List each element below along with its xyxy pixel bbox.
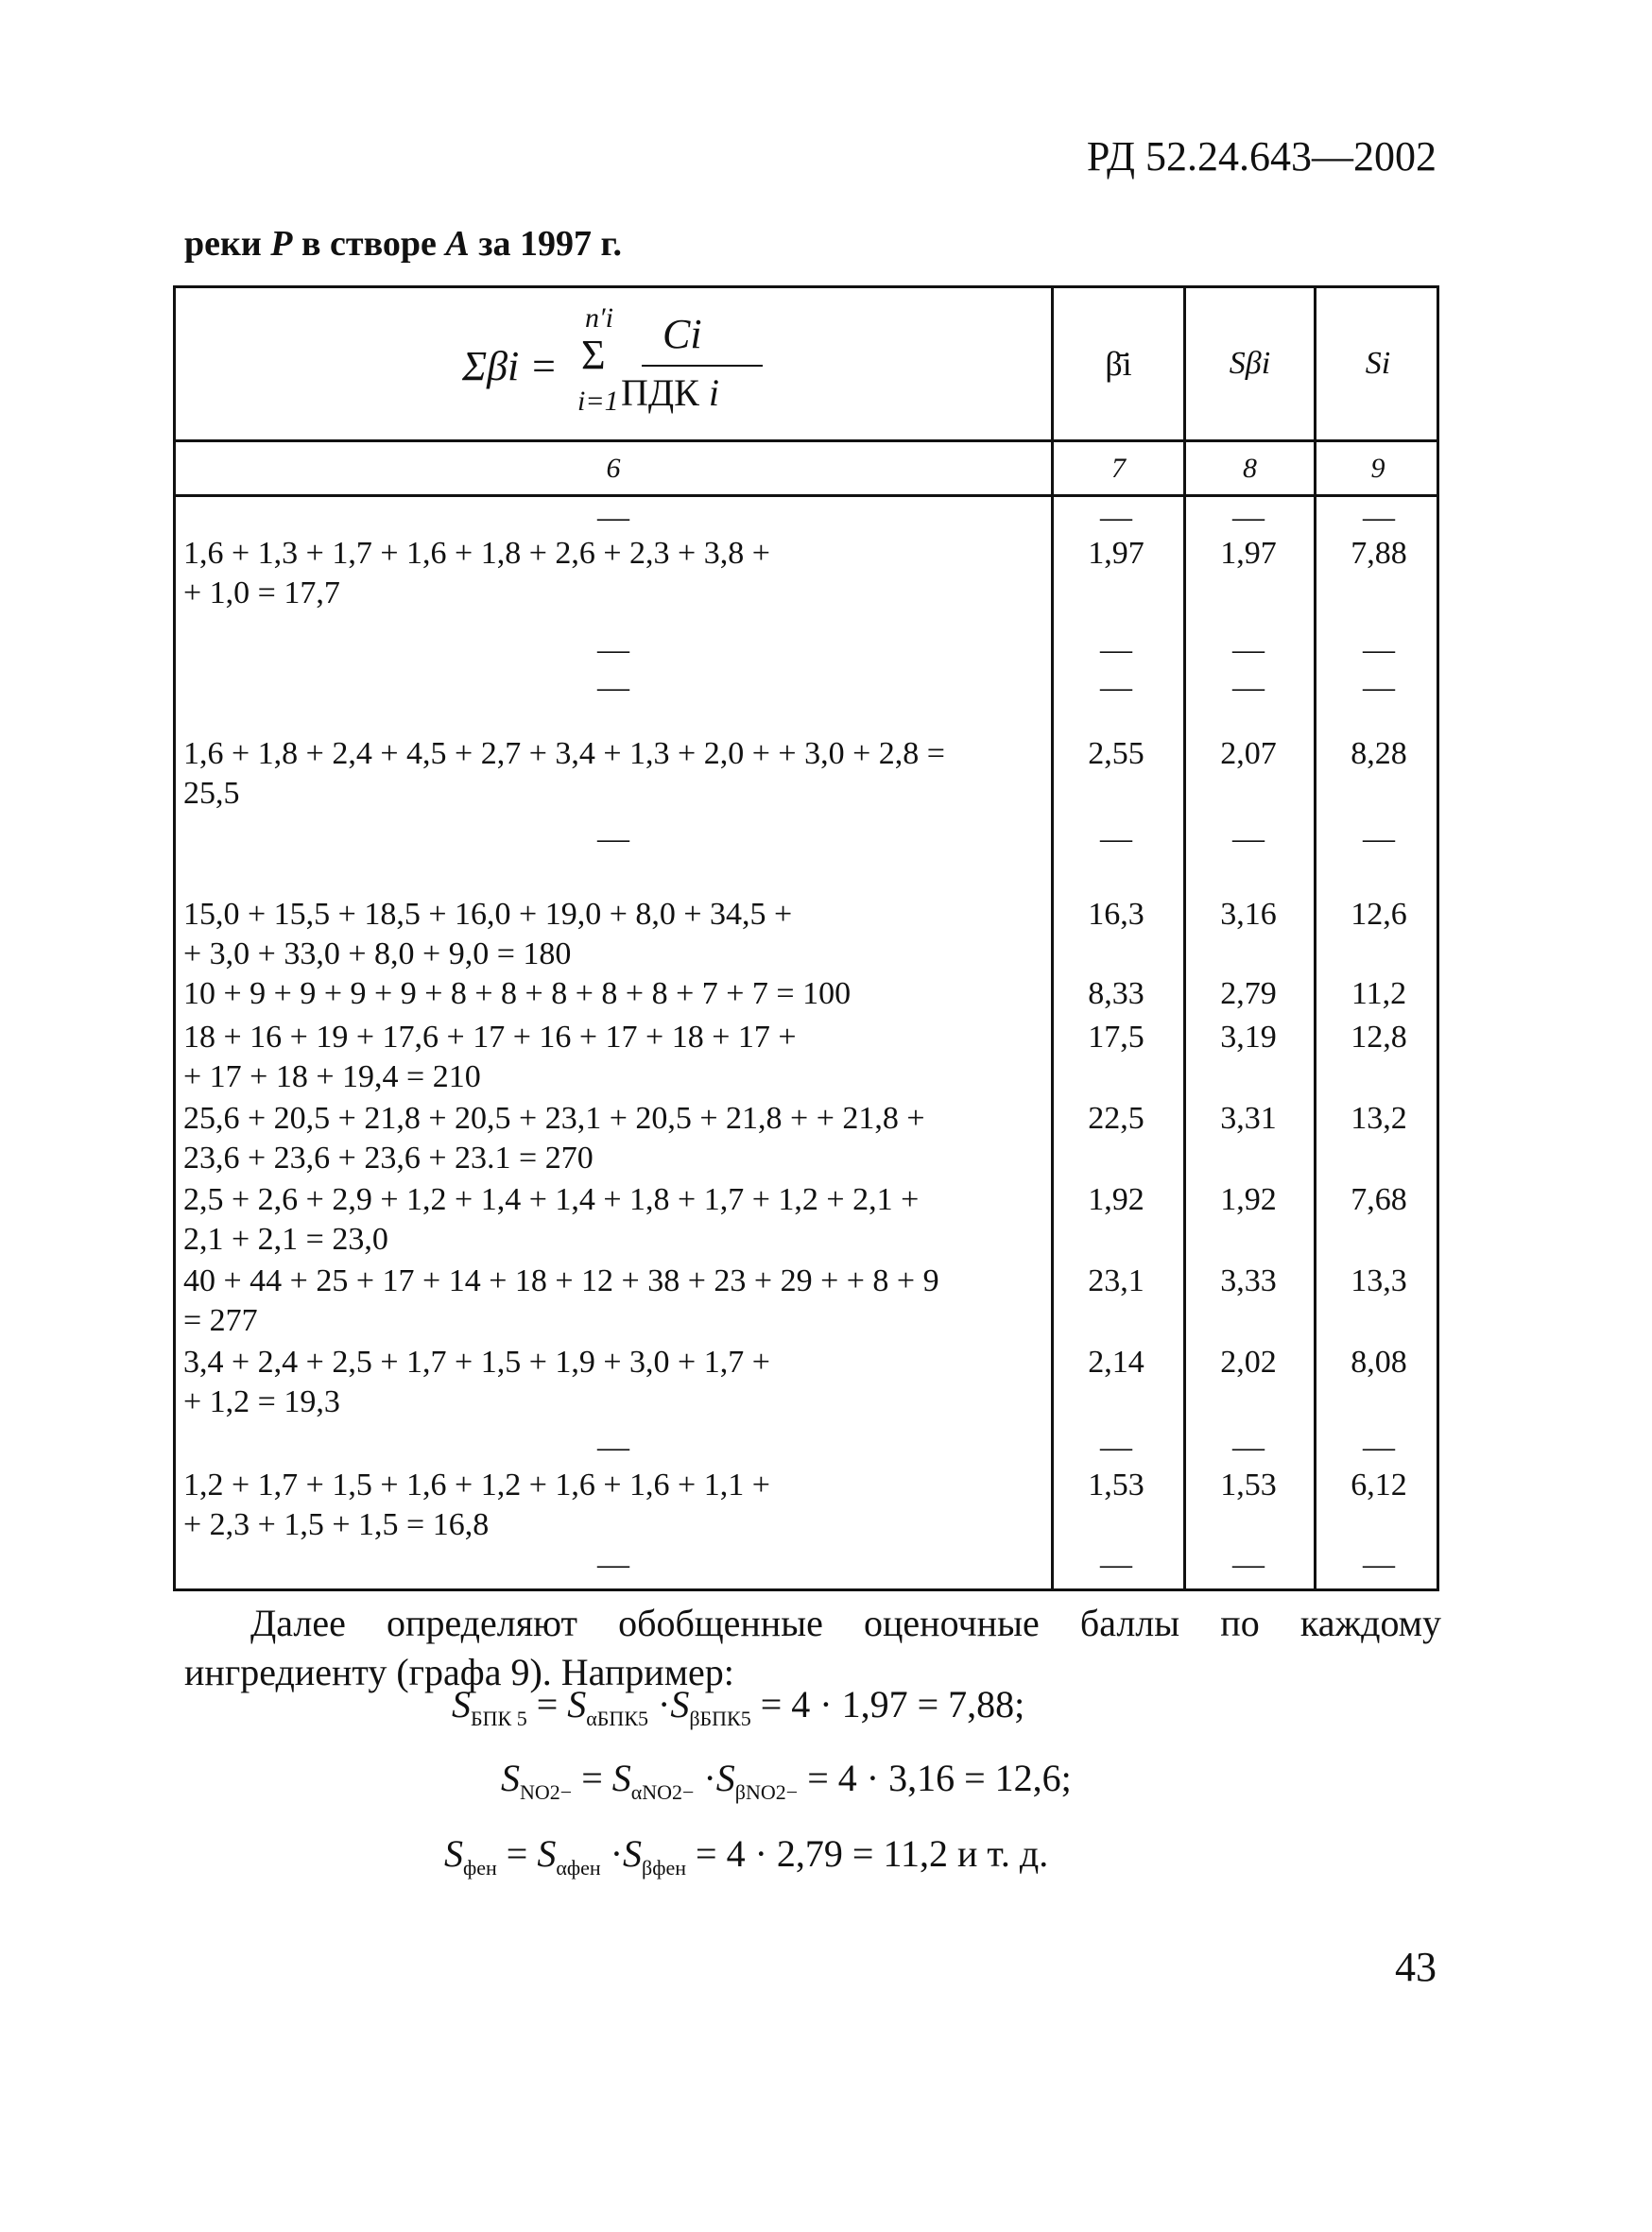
s-beta-cell: 3,31 [1220,1101,1277,1136]
s-beta-cell: 2,02 [1220,1345,1277,1380]
s-beta-cell: 3,16 [1220,897,1277,932]
formula-numerator: Ci [663,311,702,357]
caption-prefix: реки [184,224,262,264]
equation-s-alpha: S [611,1757,631,1799]
formula-cell: 25,6 + 20,5 + 21,8 + 20,5 + 23,1 + 20,5 + 21,8 + + 21,8 + 23,6 + 23,6 + 23,6 + 23.1 = 270 [183,1101,925,1176]
equation-lhs-subscript-index: 5 [511,1707,527,1730]
beta-mean-cell: — [1100,1547,1132,1582]
equation-s-beta: S [670,1683,690,1726]
s-i-cell: — [1363,500,1395,535]
formula-cell: — [597,821,629,856]
formula-cell: 10 + 9 + 9 + 9 + 9 + 8 + 8 + 8 + 8 + 8 + 7 + 7 = 100 [183,976,852,1011]
equation-s-beta: S [715,1757,735,1799]
s-beta-cell: 1,97 [1220,536,1277,571]
fraction-bar [642,365,763,367]
caption-suffix: за 1997 г. [478,224,622,264]
equation-lhs-subscript: фен [463,1856,497,1880]
formula-denominator: ПДК i [621,371,719,414]
formula-cell: 18 + 16 + 19 + 17,6 + 17 + 16 + 17 + 18 + 17 + + 17 + 18 + 19,4 = 210 [183,1020,797,1094]
col-number-8: 8 [1243,452,1257,484]
beta-mean-cell: 17,5 [1088,1020,1144,1055]
sum-beta-formula [462,302,765,425]
equation-alpha-subscript: αБПК5 [586,1707,648,1730]
beta-mean-cell: — [1100,632,1132,667]
formula-cell: — [597,632,629,667]
s-i-cell: — [1363,1547,1395,1582]
header-s-i: Si [1365,346,1391,381]
beta-mean-cell: 22,5 [1088,1101,1144,1136]
s-beta-cell: 1,92 [1220,1182,1277,1217]
beta-mean-cell: 2,14 [1088,1345,1144,1380]
s-i-cell: 13,2 [1351,1101,1407,1136]
beta-mean-cell: 8,33 [1088,976,1144,1011]
caption-site: А [445,224,470,264]
col-number-9: 9 [1370,452,1385,484]
equation-beta-subscript: βNO2− [734,1780,799,1804]
s-i-cell: 8,28 [1351,736,1407,771]
formula-cell: 2,5 + 2,6 + 2,9 + 1,2 + 1,4 + 1,4 + 1,8 + 1,7 + 1,2 + 2,1 + 2,1 + 2,1 = 23,0 [183,1182,920,1257]
equation-alpha-subscript: αфен [556,1856,601,1880]
beta-mean-cell: 1,97 [1088,536,1144,571]
document-number: РД 52.24.643—2002 [1086,133,1437,180]
formula-cell: — [597,1547,629,1582]
s-beta-cell: 3,33 [1220,1263,1277,1298]
equation: $S_{NO2-} = S_{\alpha NO2-} \cdot S_{\beta NO2-} = 4 \cdot 3,16 = 12,6$; [501,1757,1072,1804]
s-i-cell: 12,6 [1351,897,1407,932]
s-i-cell: 7,88 [1351,536,1407,571]
beta-mean-cell: — [1100,1430,1132,1465]
formula-upper-limit: n′i [585,302,613,334]
equation-beta-subscript: βфен [642,1856,687,1880]
equation-lhs-symbol: S [452,1683,471,1726]
number-row-divider [176,494,1437,497]
col-number-7: 7 [1111,452,1126,484]
s-i-cell: 7,68 [1351,1182,1407,1217]
s-i-cell: 11,2 [1351,976,1407,1011]
equation: $S_{БПК}$ $_5 = S_{\alpha БПК5} \cdot S_{\beta БПК5} = 4 \cdot 1,97 = 7,88$; [452,1683,1025,1730]
formula-lower-limit: i=1 [577,386,619,417]
s-beta-cell: — [1232,670,1265,705]
s-i-cell: 8,08 [1351,1345,1407,1380]
s-beta-cell: — [1232,1430,1265,1465]
s-beta-cell: — [1232,821,1265,856]
equation: $S_{фен} = S_{\alpha фен} \cdot S_{\beta фен} = 4 \cdot 2,79 = 11,2$ и т. д. [444,1832,1049,1880]
equation-s-alpha: S [537,1832,557,1875]
s-i-cell: 13,3 [1351,1263,1407,1298]
formula-cell: 40 + 44 + 25 + 17 + 14 + 18 + 12 + 38 + 23 + 29 + + 8 + 9 = 277 [183,1263,939,1338]
formula-lhs: Σβi = [462,343,558,389]
caption-river: Р [270,224,293,264]
s-beta-cell: 1,53 [1220,1468,1277,1502]
beta-mean-cell: 1,53 [1088,1468,1144,1502]
equation-rhs: = 4 · 1,97 = 7,88; [760,1683,1025,1726]
equation-lhs-symbol: S [501,1757,520,1799]
s-i-cell: 6,12 [1351,1468,1407,1502]
s-beta-cell: — [1232,500,1265,535]
s-i-cell: — [1363,1430,1395,1465]
beta-mean-cell: — [1100,500,1132,535]
formula-cell: 1,6 + 1,8 + 2,4 + 4,5 + 2,7 + 3,4 + 1,3 + 2,0 + + 3,0 + 2,8 = 25,5 [183,736,945,811]
s-i-cell: — [1363,670,1395,705]
caption-middle: в створе [301,224,437,264]
equation-lhs-subscript: БПК [471,1707,512,1730]
header-formula-cell [176,288,1051,439]
s-beta-cell: 2,79 [1220,976,1277,1011]
formula-cell: 15,0 + 15,5 + 18,5 + 16,0 + 19,0 + 8,0 + 34,5 + + 3,0 + 33,0 + 8,0 + 9,0 = 180 [183,897,793,971]
equation-lhs-symbol: S [444,1832,463,1875]
equation-rhs: = 4 · 3,16 = 12,6; [807,1757,1072,1799]
equation-rhs: = 4 · 2,79 = 11,2 и т. д. [696,1832,1049,1875]
data-table [173,285,1439,1591]
formula-cell: 1,6 + 1,3 + 1,7 + 1,6 + 1,8 + 2,6 + 2,3 + 3,8 + + 1,0 = 17,7 [183,536,770,610]
beta-mean-cell: 2,55 [1088,736,1144,771]
equation-alpha-subscript: αNO2− [630,1780,695,1804]
formula-cell: — [597,500,629,535]
s-beta-cell: 3,19 [1220,1020,1277,1055]
page-number: 43 [1395,1944,1437,1990]
equation-s-alpha: S [567,1683,587,1726]
equation-s-beta: S [623,1832,643,1875]
s-i-cell: — [1363,632,1395,667]
beta-mean-cell: 1,92 [1088,1182,1144,1217]
s-i-cell: — [1363,821,1395,856]
beta-mean-cell: — [1100,670,1132,705]
equation-lhs-subscript: NO2− [520,1780,573,1804]
body-paragraph: Далее определяют обобщенные оценочные баллы по каждому ингредиенту (графа 9). Например: [184,1602,1441,1693]
sigma-symbol: Σ [581,332,606,378]
table-caption [184,223,622,265]
beta-mean-cell: 16,3 [1088,897,1144,932]
header-s-beta: Sβi [1229,346,1271,381]
col-number-6: 6 [606,452,621,484]
formula-cell: 3,4 + 2,4 + 2,5 + 1,7 + 1,5 + 1,9 + 3,0 + 1,7 + + 1,2 = 19,3 [183,1345,770,1419]
header-beta-mean: β̄i [1105,345,1132,383]
s-beta-cell: — [1232,1547,1265,1582]
formula-cell: — [597,670,629,705]
s-beta-cell: 2,07 [1220,736,1277,771]
formula-cell: — [597,1430,629,1465]
s-i-cell: 12,8 [1351,1020,1407,1055]
s-beta-cell: — [1232,632,1265,667]
equation-beta-subscript: βБПК5 [689,1707,751,1730]
beta-mean-cell: — [1100,821,1132,856]
beta-mean-cell: 23,1 [1088,1263,1144,1298]
formula-cell: 1,2 + 1,7 + 1,5 + 1,6 + 1,2 + 1,6 + 1,6 + 1,1 + + 2,3 + 1,5 + 1,5 = 16,8 [183,1468,770,1542]
